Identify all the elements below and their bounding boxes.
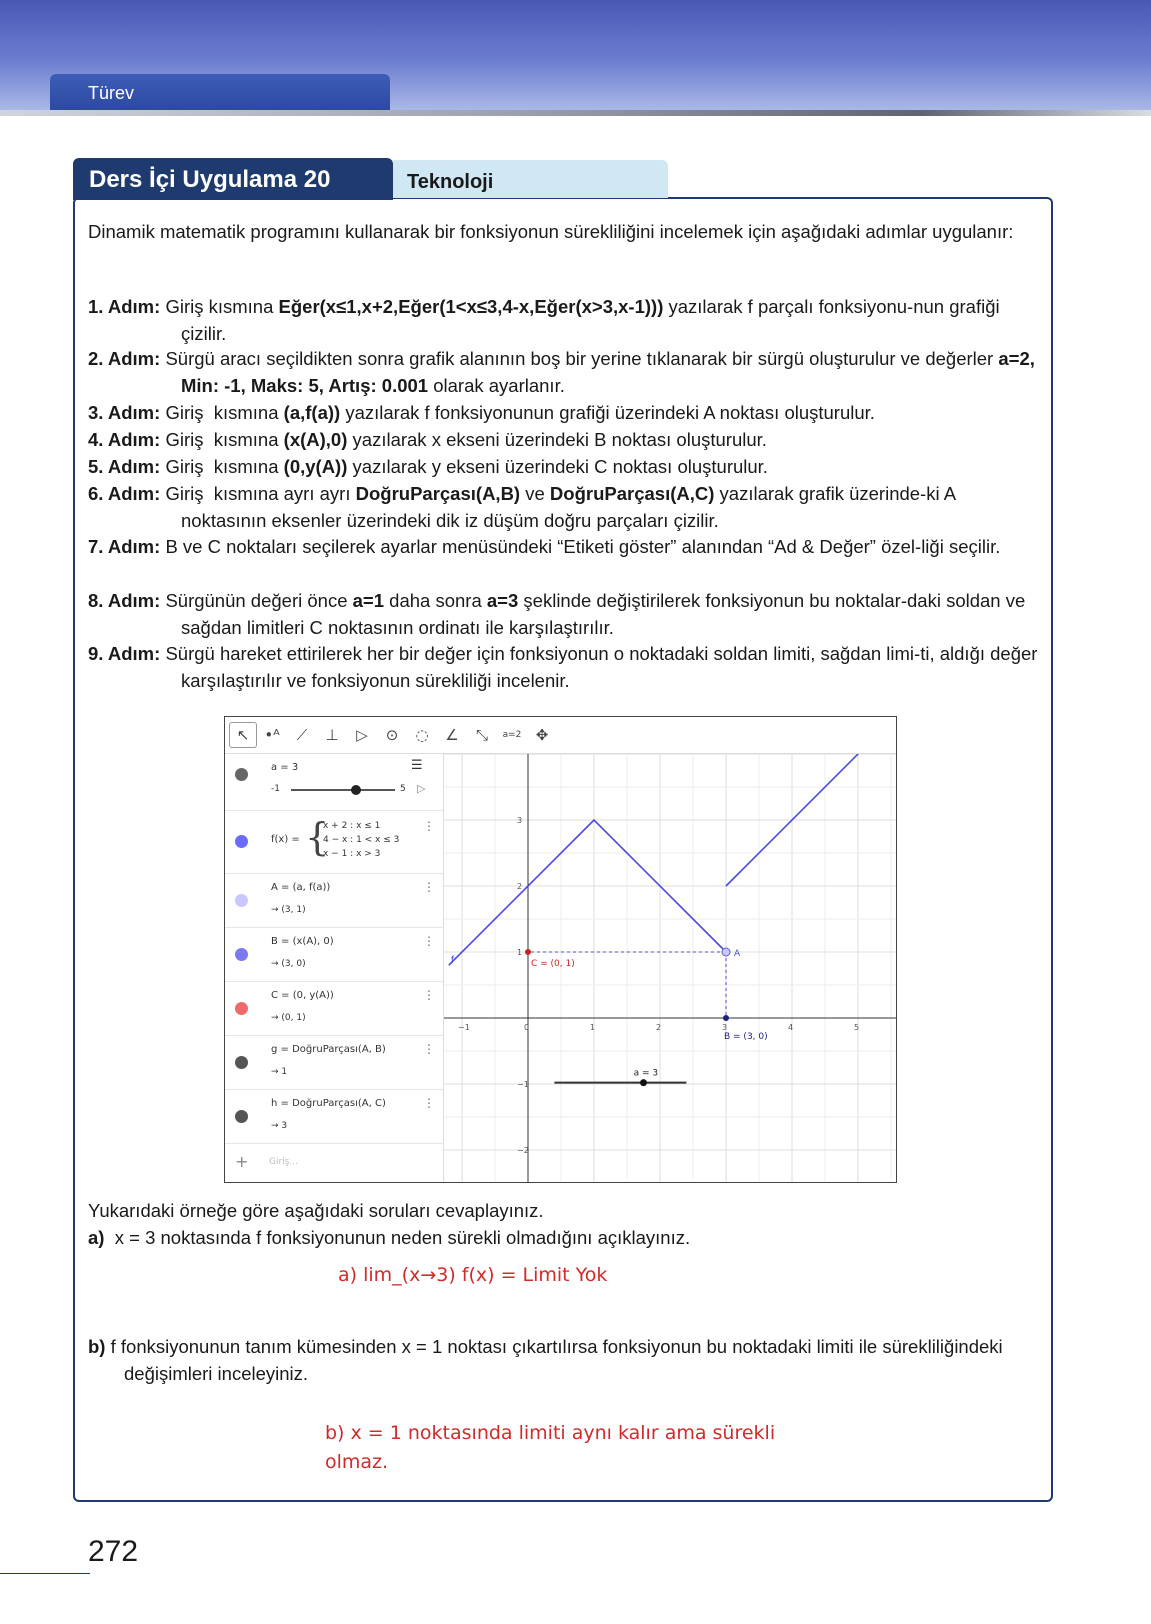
visibility-toggle[interactable] <box>235 948 248 961</box>
play-icon[interactable]: ▷ <box>417 782 426 795</box>
point-a-label: A <box>734 949 741 959</box>
brace-icon: { <box>305 815 330 859</box>
answer-b-line2: olmaz. <box>325 1451 389 1473</box>
object-value: → 1 <box>271 1067 288 1077</box>
question-b-label: b) <box>88 1336 106 1357</box>
step-text: Giriş kısmına Eğer(x≤1,x+2,Eğer(1<x≤3,4-x,Eğer(x>3,x-1))) yazılarak f parçalı fonksiyonu-nun grafiği çizilir. <box>165 296 1000 344</box>
point-tool-icon[interactable]: •ᴬ <box>264 726 280 744</box>
question-b-text: f fonksiyonunun tanım kümesinden x = 1 noktası çıkartılırsa fonksiyonun bu noktadaki limiti ile sürekliliğindeki değişimleri inceleyiniz. <box>110 1336 1003 1384</box>
answer-b-line1: b) x = 1 noktasında limiti aynı kalır ama sürekli <box>325 1422 776 1444</box>
header-rule <box>0 110 1151 116</box>
intro-text: Dinamik matematik programını kullanarak bir fonksiyonun sürekliliğini incelemek için aşağıdaki adımlar uygulanır: <box>88 221 1014 242</box>
questions-intro: Yukarıdaki örneğe göre aşağıdaki soruları cevaplayınız. <box>88 1200 544 1221</box>
perpendicular-tool-icon[interactable]: ⊥ <box>325 726 339 744</box>
step-text: Giriş kısmına (0,y(A)) yazılarak y ekseni üzerindeki C noktası oluşturulur. <box>165 456 768 477</box>
step-text: Sürgü aracı seçildikten sonra grafik alanının boş bir yerine tıklanarak bir sürgü oluşturulur ve değerler a=2, Min: -1, Maks: 5, Artış: 0.001 olarak ayarlanır. <box>165 348 1035 396</box>
move-view-tool-icon[interactable]: ✥ <box>535 726 549 744</box>
point-a <box>722 948 730 956</box>
curve-label: f <box>450 955 455 967</box>
step-3 <box>88 399 1038 426</box>
answer-a: a) lim_(x→3) f(x) = Limit Yok <box>338 1264 608 1286</box>
function-row <box>225 811 443 874</box>
question-b <box>88 1333 1038 1387</box>
function-curve <box>449 820 726 965</box>
step-label: 3. Adım: <box>88 402 166 423</box>
more-menu-icon[interactable]: ⋮ <box>423 988 435 1002</box>
reflect-tool-icon[interactable]: ⤡ <box>475 726 488 744</box>
step-label: 7. Adım: <box>88 536 166 557</box>
slider-track[interactable] <box>291 789 395 791</box>
x-tick-label: 2 <box>656 1023 662 1032</box>
visibility-toggle[interactable] <box>235 1002 248 1015</box>
point-c-label: C = (0, 1) <box>531 959 575 969</box>
x-tick-label: −1 <box>458 1023 470 1032</box>
object-value: → 3 <box>271 1121 288 1131</box>
x-tick-label: 3 <box>722 1023 728 1032</box>
piece: 4 − x : 1 < x ≤ 3 <box>323 835 400 845</box>
visibility-toggle[interactable] <box>235 835 248 848</box>
object-definition: g = DoğruParçası(A, B) <box>271 1044 386 1055</box>
visibility-toggle[interactable] <box>235 894 248 907</box>
geogebra-figure <box>224 716 897 1183</box>
slider-label: a = 3 <box>271 762 299 773</box>
question-a <box>88 1224 690 1251</box>
step-text: Sürgünün değeri önce a=1 daha sonra a=3 şeklinde değiştirilerek fonksiyonun bu noktalar-daki soldan ve sağdan limitleri C noktasının ordinatı ile karşılaştırılır. <box>165 590 1026 638</box>
algebra-row <box>225 1090 443 1144</box>
step-label: 4. Adım: <box>88 429 166 450</box>
plot <box>444 754 896 1183</box>
more-menu-icon[interactable]: ⋮ <box>423 934 435 948</box>
input-bar[interactable] <box>225 1144 443 1182</box>
more-menu-icon[interactable]: ⋮ <box>423 819 435 833</box>
algebra-row <box>225 874 443 928</box>
graphics-slider-label: a = 3 <box>633 1068 659 1079</box>
step-label: 6. Adım: <box>88 483 166 504</box>
graphics-slider-handle <box>640 1079 647 1086</box>
y-tick-label: 2 <box>517 882 523 891</box>
piece: x − 1 : x > 3 <box>323 849 381 859</box>
x-tick-label: 0 <box>524 1023 530 1032</box>
x-tick-label: 1 <box>590 1023 596 1032</box>
polygon-tool-icon[interactable]: ▷ <box>356 726 368 744</box>
angle-tool-icon[interactable]: ∠ <box>445 726 459 744</box>
x-tick-label: 4 <box>788 1023 794 1032</box>
step-9 <box>88 640 1038 694</box>
y-tick-label: 3 <box>517 816 523 825</box>
point-b-label: B = (3, 0) <box>724 1032 768 1042</box>
x-tick-label: 5 <box>854 1023 860 1032</box>
point-b <box>723 1015 729 1021</box>
add-icon[interactable]: + <box>235 1152 249 1171</box>
page-rule <box>0 1573 90 1574</box>
step-text: B ve C noktaları seçilerek ayarlar menüsündeki “Etiketi göster” alanından “Ad & Değer” özel-liği seçilir. <box>165 536 1001 557</box>
object-definition: h = DoğruParçası(A, C) <box>271 1098 386 1109</box>
step-1 <box>88 293 1038 347</box>
section-title: Ders İçi Uygulama 20 <box>73 158 393 200</box>
object-value: → (0, 1) <box>271 1013 306 1023</box>
step-4 <box>88 426 1038 453</box>
more-menu-icon[interactable]: ⋮ <box>423 1042 435 1056</box>
slider-row <box>225 754 443 811</box>
step-7 <box>88 533 1038 560</box>
step-5 <box>88 453 1038 480</box>
step-8 <box>88 587 1038 641</box>
move-tool-icon[interactable]: ↖ <box>229 722 257 748</box>
object-definition: C = (0, y(A)) <box>271 990 334 1001</box>
algebra-row <box>225 982 443 1036</box>
question-a-text: x = 3 noktasında f fonksiyonunun neden sürekli olmadığını açıklayınız. <box>114 1227 691 1248</box>
function-definition: f(x) = <box>271 834 300 845</box>
input-placeholder[interactable]: Giriş... <box>269 1157 298 1167</box>
step-text: Giriş kısmına ayrı ayrı DoğruParçası(A,B) ve DoğruParçası(A,C) yazılarak grafik üzerinde-ki A noktasının eksenler üzerindeki dik iz düşüm doğru parçaları çizilir. <box>165 483 956 531</box>
step-text: Sürgü hareket ettirilerek her bir değer için fonksiyonun o noktadaki soldan limiti, sağdan limi-ti, aldığı değer karşılaştırılır ve fonksiyonun sürekliliği incelenir. <box>165 643 1038 691</box>
algebra-row <box>225 928 443 982</box>
slider-max: 5 <box>400 784 406 794</box>
step-label: 2. Adım: <box>88 348 166 369</box>
geogebra-toolbar <box>225 717 896 754</box>
graphics-view[interactable] <box>444 754 896 1183</box>
object-value: → (3, 1) <box>271 905 306 915</box>
section-tag: Teknoloji <box>393 160 668 198</box>
piece: x + 2 : x ≤ 1 <box>323 821 381 831</box>
slider-tool-icon[interactable]: a=2 <box>502 730 522 740</box>
slider-handle[interactable] <box>351 785 361 795</box>
circle-tool-icon[interactable]: ⊙ <box>385 726 399 744</box>
object-value: → (3, 0) <box>271 959 306 969</box>
step-label: 9. Adım: <box>88 643 166 664</box>
algebra-row <box>225 1036 443 1090</box>
step-6 <box>88 480 1038 534</box>
object-definition: B = (x(A), 0) <box>271 936 334 947</box>
step-text: Giriş kısmına (a,f(a)) yazılarak f fonksiyonunun grafiği üzerindeki A noktası oluşturulur. <box>165 402 875 423</box>
point-c <box>525 949 531 955</box>
page-number: 272 <box>88 1535 139 1568</box>
more-menu-icon[interactable]: ⋮ <box>423 880 435 894</box>
y-tick-label: 1 <box>517 948 523 957</box>
slider-min: -1 <box>271 784 280 794</box>
visibility-toggle[interactable] <box>235 1056 248 1069</box>
visibility-toggle[interactable] <box>235 1110 248 1123</box>
y-tick-label: −1 <box>517 1080 529 1089</box>
step-label: 1. Adım: <box>88 296 166 317</box>
chapter-tab: Türev <box>50 74 390 110</box>
circle-three-points-tool-icon[interactable]: ◌ <box>415 726 429 744</box>
step-label: 8. Adım: <box>88 590 166 611</box>
step-label: 5. Adım: <box>88 456 166 477</box>
algebra-view <box>225 754 444 1183</box>
style-bar-icon[interactable]: ☰ <box>411 758 423 773</box>
visibility-toggle[interactable] <box>235 768 248 781</box>
line-tool-icon[interactable]: ⟋ <box>296 726 308 744</box>
step-2 <box>88 345 1038 399</box>
y-tick-label: −2 <box>517 1146 529 1155</box>
more-menu-icon[interactable]: ⋮ <box>423 1096 435 1110</box>
question-a-label: a) <box>88 1227 105 1248</box>
object-definition: A = (a, f(a)) <box>271 882 331 893</box>
step-text: Giriş kısmına (x(A),0) yazılarak x ekseni üzerindeki B noktası oluşturulur. <box>165 429 767 450</box>
